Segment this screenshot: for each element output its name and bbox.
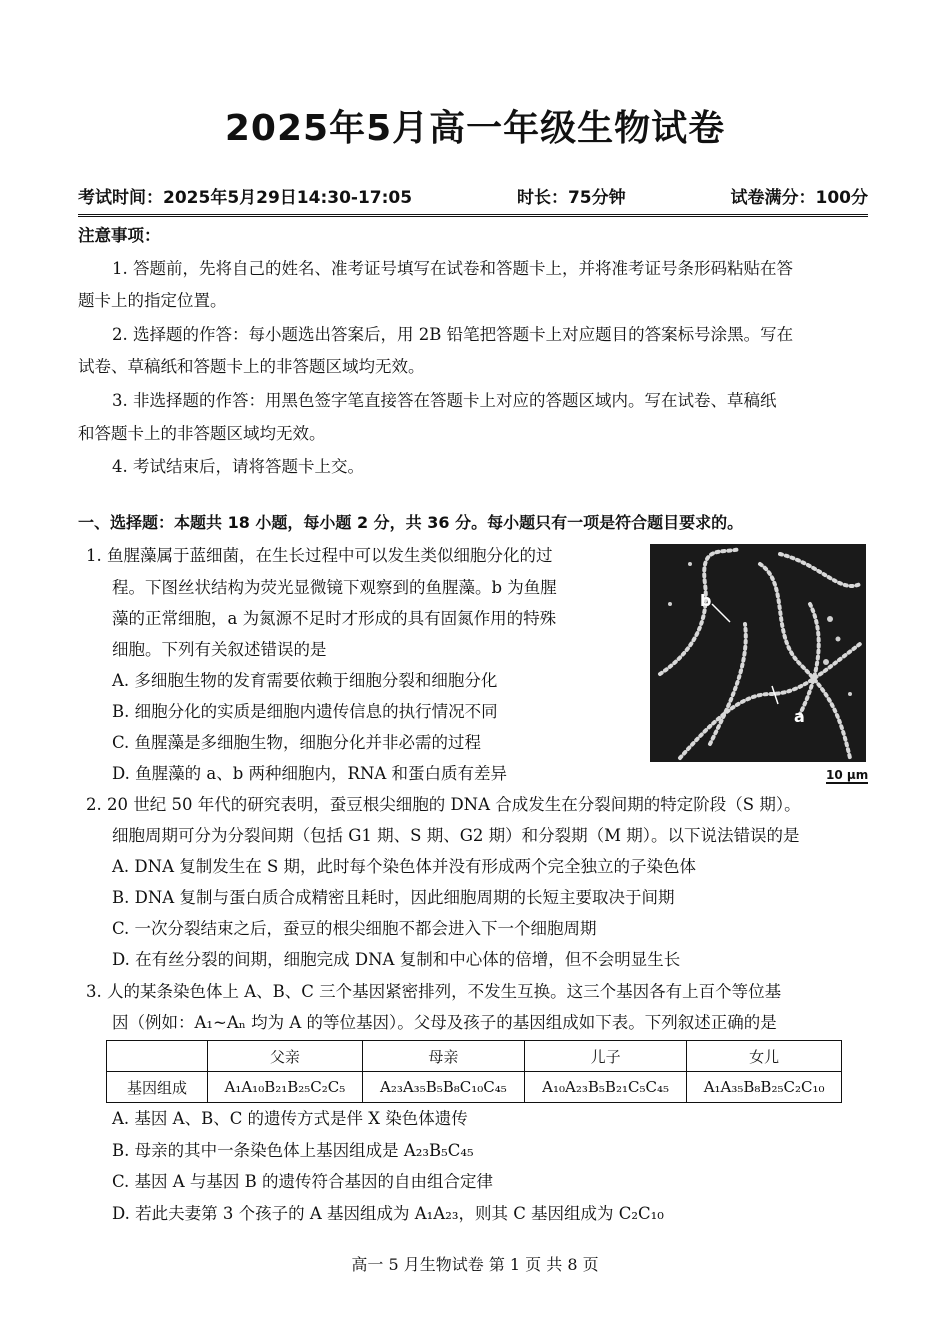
q1-option: C. 鱼腥藻是多细胞生物，细胞分化并非必需的过程	[112, 733, 482, 752]
q3-option: B. 母亲的其中一条染色体上基因组成是 A₂₃B₅C₄₅	[112, 1141, 474, 1160]
page-title: 2025年5月高一年级生物试卷	[224, 108, 726, 149]
table-header-cell: 儿子	[524, 1041, 686, 1072]
notice-heading: 注意事项：	[78, 226, 161, 245]
q1-stem-line: 程。下图丝状结构为荧光显微镜下观察到的鱼腥藻。b 为鱼腥	[112, 578, 557, 597]
notice-line: 和答题卡上的非答题区域均无效。	[78, 424, 326, 443]
q2-option: A. DNA 复制发生在 S 期，此时每个染色体并没有形成两个完全独立的子染色体	[112, 857, 697, 876]
notice-line: 4. 考试结束后，请将答题卡上交。	[112, 457, 364, 476]
notice-line: 3. 非选择题的作答：用黑色签字笔直接答在答题卡上对应的答题区域内。写在试卷、草稿纸	[112, 391, 777, 410]
notice-line: 试卷、草稿纸和答题卡上的非答题区域均无效。	[78, 357, 425, 376]
table-cell: A₁A₁₀B₂₁B₂₅C₂C₅	[208, 1072, 363, 1103]
label-a: a	[794, 707, 805, 726]
table-header-row	[107, 1041, 842, 1072]
q3-option: A. 基因 A、B、C 的遗传方式是伴 X 染色体遗传	[112, 1109, 468, 1128]
table-cell: A₂₃A₃₅B₅B₈C₁₀C₄₅	[362, 1072, 524, 1103]
microscope-image	[650, 544, 866, 762]
table-header-cell	[107, 1041, 208, 1072]
q2-option: D. 在有丝分裂的间期，细胞完成 DNA 复制和中心体的倍增，但不会明显生长	[112, 950, 681, 969]
exam-time: 考试时间：2025年5月29日14:30-17:05	[78, 187, 413, 208]
q1-stem-line: 藻的正常细胞，a 为氮源不足时才形成的具有固氮作用的特殊	[112, 609, 557, 628]
notice-line: 1. 答题前，先将自己的姓名、准考证号填写在试卷和答题卡上，并将准考证号条形码粘贴在答	[112, 259, 793, 278]
label-b: b	[700, 591, 712, 610]
table-row	[107, 1072, 842, 1103]
q1-option: D. 鱼腥藻的 a、b 两种细胞内，RNA 和蛋白质有差异	[112, 764, 508, 783]
page-footer: 高一 5 月生物试卷 第 1 页 共 8 页	[351, 1255, 599, 1274]
q2-option: C. 一次分裂结束之后，蚕豆的根尖细胞不都会进入下一个细胞周期	[112, 919, 597, 938]
q1-stem-line: 细胞。下列有关叙述错误的是	[112, 640, 327, 659]
table-header-cell: 女儿	[687, 1041, 842, 1072]
q3-option: D. 若此夫妻第 3 个孩子的 A 基因组成为 A₁A₂₃，则其 C 基因组成为 C₂C₁₀	[112, 1204, 664, 1223]
q3-stem-line: 3. 人的某条染色体上 A、B、C 三个基因紧密排列，不发生互换。这三个基因各有上百个等位基	[86, 982, 782, 1001]
q1-stem-line: 1. 鱼腥藻属于蓝细菌，在生长过程中可以发生类似细胞分化的过	[86, 546, 553, 565]
arrow-b	[712, 604, 730, 622]
q1-option: B. 细胞分化的实质是细胞内遗传信息的执行情况不同	[112, 702, 498, 721]
notice-line: 题卡上的指定位置。	[78, 291, 227, 310]
exam-full-score: 试卷满分：100分	[730, 187, 868, 208]
anabaena-filaments	[650, 544, 866, 762]
table-cell: A₁A₃₅B₈B₂₅C₂C₁₀	[687, 1072, 842, 1103]
section-heading: 一、选择题：本题共 18 小题，每小题 2 分，共 36 分。每小题只有一项是符合题目要求的。	[78, 513, 744, 532]
gene-table	[106, 1040, 842, 1103]
table-cell: A₁₀A₂₃B₅B₂₁C₅C₄₅	[524, 1072, 686, 1103]
q1-option: A. 多细胞生物的发育需要依赖于细胞分裂和细胞分化	[112, 671, 498, 690]
q3-option: C. 基因 A 与基因 B 的遗传符合基因的自由组合定律	[112, 1172, 494, 1191]
scale-bar: 10 μm	[826, 768, 869, 782]
exam-duration: 时长：75分钟	[516, 187, 626, 208]
table-row-label: 基因组成	[107, 1072, 208, 1103]
q2-stem-line: 2. 20 世纪 50 年代的研究表明，蚕豆根尖细胞的 DNA 合成发生在分裂间期的特定阶段（S 期）。	[86, 795, 801, 814]
q2-option: B. DNA 复制与蛋白质合成精密且耗时，因此细胞周期的长短主要取决于间期	[112, 888, 675, 907]
exam-info-bar	[78, 180, 868, 217]
notice-line: 2. 选择题的作答：每小题选出答案后，用 2B 铅笔把答题卡上对应题目的答案标号涂黑。写在	[112, 325, 794, 344]
table-header-cell: 父亲	[208, 1041, 363, 1072]
q2-stem-line: 细胞周期可分为分裂间期（包括 G1 期、S 期、G2 期）和分裂期（M 期）。以下说法错误的是	[112, 826, 800, 845]
q3-stem-line: 因（例如：A₁~Aₙ 均为 A 的等位基因）。父母及孩子的基因组成如下表。下列叙述正确的是	[112, 1013, 777, 1032]
table-header-cell: 母亲	[362, 1041, 524, 1072]
